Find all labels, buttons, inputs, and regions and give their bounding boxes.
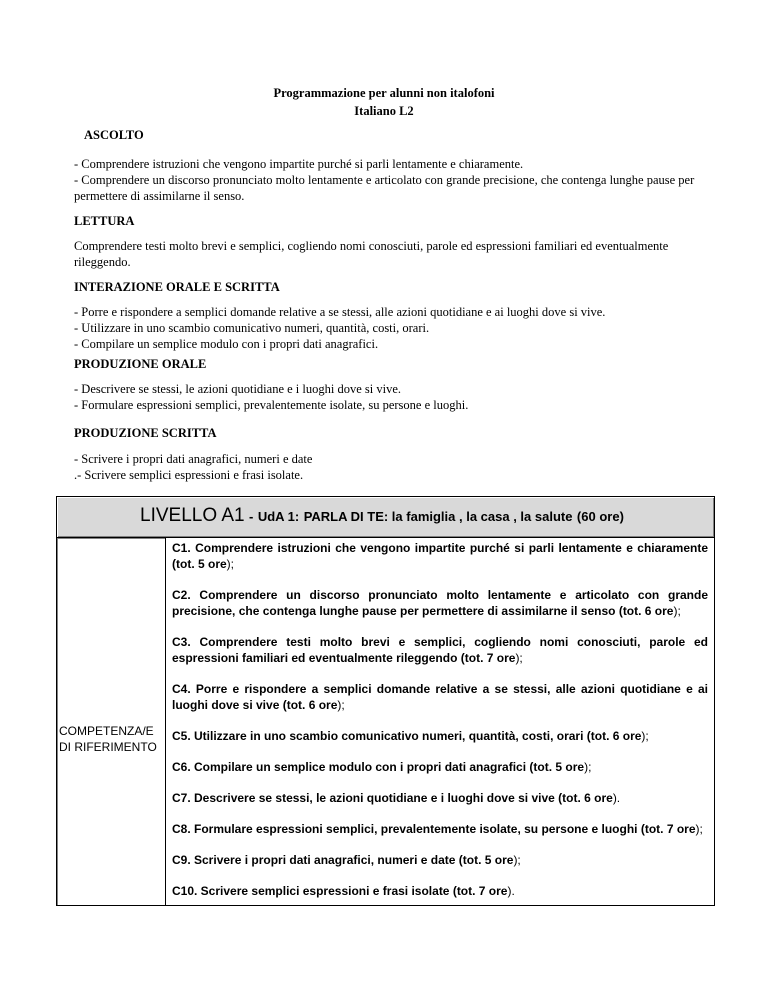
section-heading-produzione-scritta: PRODUZIONE SCRITTA [74,426,217,440]
header-close-paren: ) [619,509,624,524]
section-body-interazione [74,304,704,352]
section-line: - Scrivere i propri dati anagrafici, numeri e date [74,452,313,466]
competence-item-c8: C8. Formulare espressioni semplici, prevalentemente isolate, su persone e luoghi (tot. 7 ore); [172,822,703,836]
section-line: - Comprendere istruzioni che vengono impartite purché si parli lentamente e chiaramente. [74,157,524,171]
competence-item-c4: C4. Porre e rispondere a semplici domande relative a se stessi, alle azioni quotidiane e ai luoghi dove si vive (tot. 6 ore); [172,682,708,712]
competence-item-c2: C2. Comprendere un discorso pronunciato molto lentamente e articolato con grande precisione, che contenga lunghe pause per permettere di assimilarne il senso (tot. 6 ore); [172,588,708,618]
competence-item-c3: C3. Comprendere testi molto brevi e semplici, cogliendo nomi conosciuti, parole ed espressioni familiari ed eventualmente rileggendo (tot. 7 ore); [172,635,708,665]
section-line: - Descrivere se stessi, le azioni quotidiane e i luoghi dove si vive. [74,382,401,396]
section-line: - Utilizzare in uno scambio comunicativo numeri, quantità, costi, orari. [74,321,430,335]
uda-title: PARLA DI TE: la famiglia , la casa , la salute [303,509,573,524]
competence-list [172,540,708,914]
section-line: - Comprendere un discorso pronunciato molto lentamente e articolato con grande precisione, che contenga lunghe pause per permettere di assimilarne il senso. [74,173,695,203]
uda-label: UdA 1 [257,509,295,524]
document-subtitle: Italiano L2 [354,104,414,118]
section-body-ascolto [74,156,704,204]
uda-hours: 60 ore [581,509,620,524]
section-body-lettura [74,238,704,270]
level-title: LIVELLO A1 [140,505,245,526]
document-title: Programmazione per alunni non italofoni [273,86,495,100]
section-heading-lettura: LETTURA [74,214,135,228]
section-body-produzione-orale [74,381,704,413]
competence-item-c9: C9. Scrivere i propri dati anagrafici, numeri e date (tot. 5 ore); [172,853,521,867]
level-header-text [140,505,624,527]
section-line: .- Scrivere semplici espressioni e frasi isolate. [74,468,304,482]
competence-item-c10: C10. Scrivere semplici espressioni e frasi isolate (tot. 7 ore). [172,884,515,898]
section-line: Comprendere testi molto brevi e semplici, cogliendo nomi conosciuti, parole ed espressioni familiari ed eventualmente rileggendo. [74,239,669,269]
level-table [56,496,715,906]
section-line: - Formulare espressioni semplici, prevalentemente isolate, su persone e luoghi. [74,398,469,412]
section-body-produzione-scritta [74,451,704,483]
competence-label-cell [57,538,166,905]
section-heading-ascolto: ASCOLTO [84,128,144,142]
competence-item-c7: C7. Descrivere se stessi, le azioni quotidiane e i luoghi dove si vive (tot. 6 ore). [172,791,621,805]
header-open-paren: ( [576,509,582,524]
section-line: - Compilare un semplice modulo con i propri dati anagrafici. [74,337,379,351]
header-dash: - [249,509,254,524]
section-heading-produzione-orale: PRODUZIONE ORALE [74,357,207,371]
section-line: - Porre e rispondere a semplici domande relative a se stessi, alle azioni quotidiane e ai luoghi dove si vive. [74,305,606,319]
section-heading-interazione: INTERAZIONE ORALE E SCRITTA [74,280,280,294]
competence-item-c5: C5. Utilizzare in uno scambio comunicativo numeri, quantità, costi, orari (tot. 6 ore); [172,729,649,743]
competence-label: COMPETENZA/E DI RIFERIMENTO [59,724,157,754]
competence-item-c6: C6. Compilare un semplice modulo con i propri dati anagrafici (tot. 5 ore); [172,760,592,774]
header-colon: : [294,509,300,524]
competence-item-c1: C1. Comprendere istruzioni che vengono impartite purché si parli lentamente e chiaramente (tot. 5 ore); [172,541,708,571]
level-table-header [57,497,714,538]
